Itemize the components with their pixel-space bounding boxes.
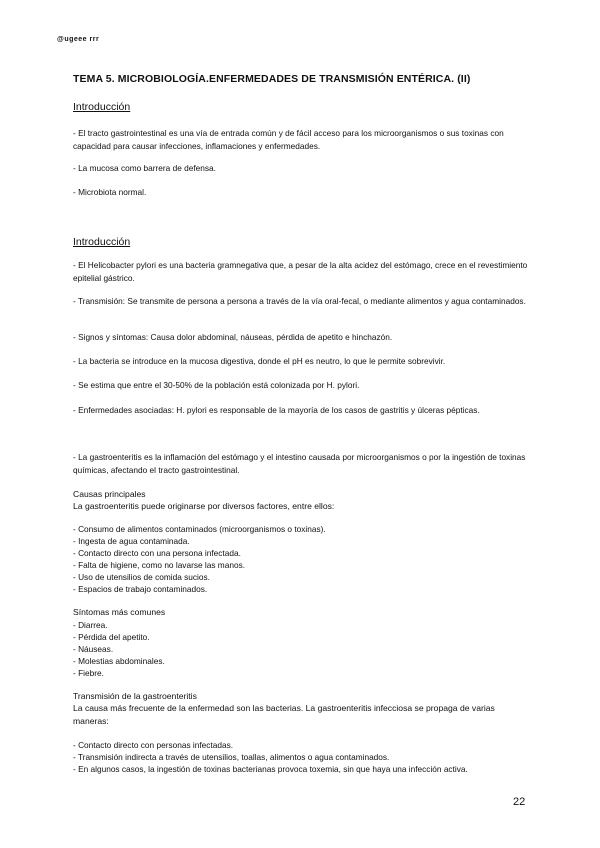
logo: @ugeee rrr (57, 36, 100, 43)
list-item: - Uso de utensilios de comida sucios. (73, 572, 210, 583)
list-item: - En algunos casos, la ingestión de toxinas bacterianas provoca toxemia, sin que haya una infección activa. (73, 764, 468, 775)
list-item: - Transmisión indirecta a través de utensilios, toallas, alimentos o agua contaminados. (73, 752, 390, 763)
page-number: 22 (513, 796, 526, 808)
paragraph: - Se estima que entre el 30-50% de la población está colonizada por H. pylori. (73, 380, 360, 390)
subheading-transmission: Transmisión de la gastroenteritis (73, 691, 197, 701)
section-heading-intro-1: Introducción (73, 101, 131, 113)
list-item: - Consumo de alimentos contaminados (microorganismos o toxinas). (73, 524, 326, 534)
list-item: - Contacto directo con una persona infectada. (73, 548, 241, 559)
paragraph: - La gastroenteritis es la inflamación del estómago y el intestino causada por microorganismos o por la ingestión de toxinas químicas, afectando el tracto gastrointestinal. (73, 452, 526, 475)
subheading-symptoms: Síntomas más comunes (73, 607, 166, 617)
list-item: - Molestias abdominales. (73, 656, 165, 667)
paragraph: - La mucosa como barrera de defensa. (73, 163, 216, 173)
list-item: - Contacto directo con personas infectadas. (73, 740, 234, 750)
section-heading-intro-2: Introducción (73, 236, 131, 248)
transmission-intro: La causa más frecuente de la enfermedad son las bacterias. La gastroenteritis infecciosa se propaga de varias maneras: (73, 703, 495, 726)
list-item: - Náuseas. (73, 644, 114, 655)
list-item: - Ingesta de agua contaminada. (73, 536, 190, 547)
list-item: - Falta de higiene, como no lavarse las manos. (73, 560, 246, 571)
page-title: TEMA 5. MICROBIOLOGÍA.ENFERMEDADES DE TRANSMISIÓN ENTÉRICA. (II) (73, 73, 471, 85)
symptoms-list (73, 619, 533, 679)
transmission-list (73, 739, 533, 775)
paragraph: - Transmisión: Se transmite de persona a persona a través de la vía oral-fecal, o mediante alimentos y agua contaminados. (73, 296, 526, 306)
subheading-causes: Causas principales (73, 489, 146, 499)
paragraph: - Microbiota normal. (73, 187, 147, 197)
paragraph: - Enfermedades asociadas: H. pylori es responsable de la mayoría de los casos de gastritis y úlceras pépticas. (73, 405, 480, 415)
list-item: - Diarrea. (73, 620, 108, 630)
causes-intro: La gastroenteritis puede originarse por diversos factores, entre ellos: (73, 501, 335, 511)
paragraph: - El tracto gastrointestinal es una vía de entrada común y de fácil acceso para los microorganismos o sus toxinas con capacidad para causar infecciones, inflamaciones y enfermedades. (73, 128, 504, 151)
list-item: - Fiebre. (73, 668, 104, 679)
list-item: - Espacios de trabajo contaminados. (73, 584, 208, 595)
causes-list (73, 523, 533, 596)
paragraph: - La bacteria se introduce en la mucosa digestiva, donde el pH es neutro, lo que le permite sobrevivir. (73, 356, 446, 366)
paragraph: - El Helicobacter pylori es una bacteria gramnegativa que, a pesar de la alta acidez del estómago, crece en el revestimiento epitelial gástrico. (73, 260, 528, 283)
paragraph: - Signos y síntomas: Causa dolor abdominal, náuseas, pérdida de apetito e hinchazón. (73, 332, 393, 342)
list-item: - Pérdida del apetito. (73, 632, 150, 643)
